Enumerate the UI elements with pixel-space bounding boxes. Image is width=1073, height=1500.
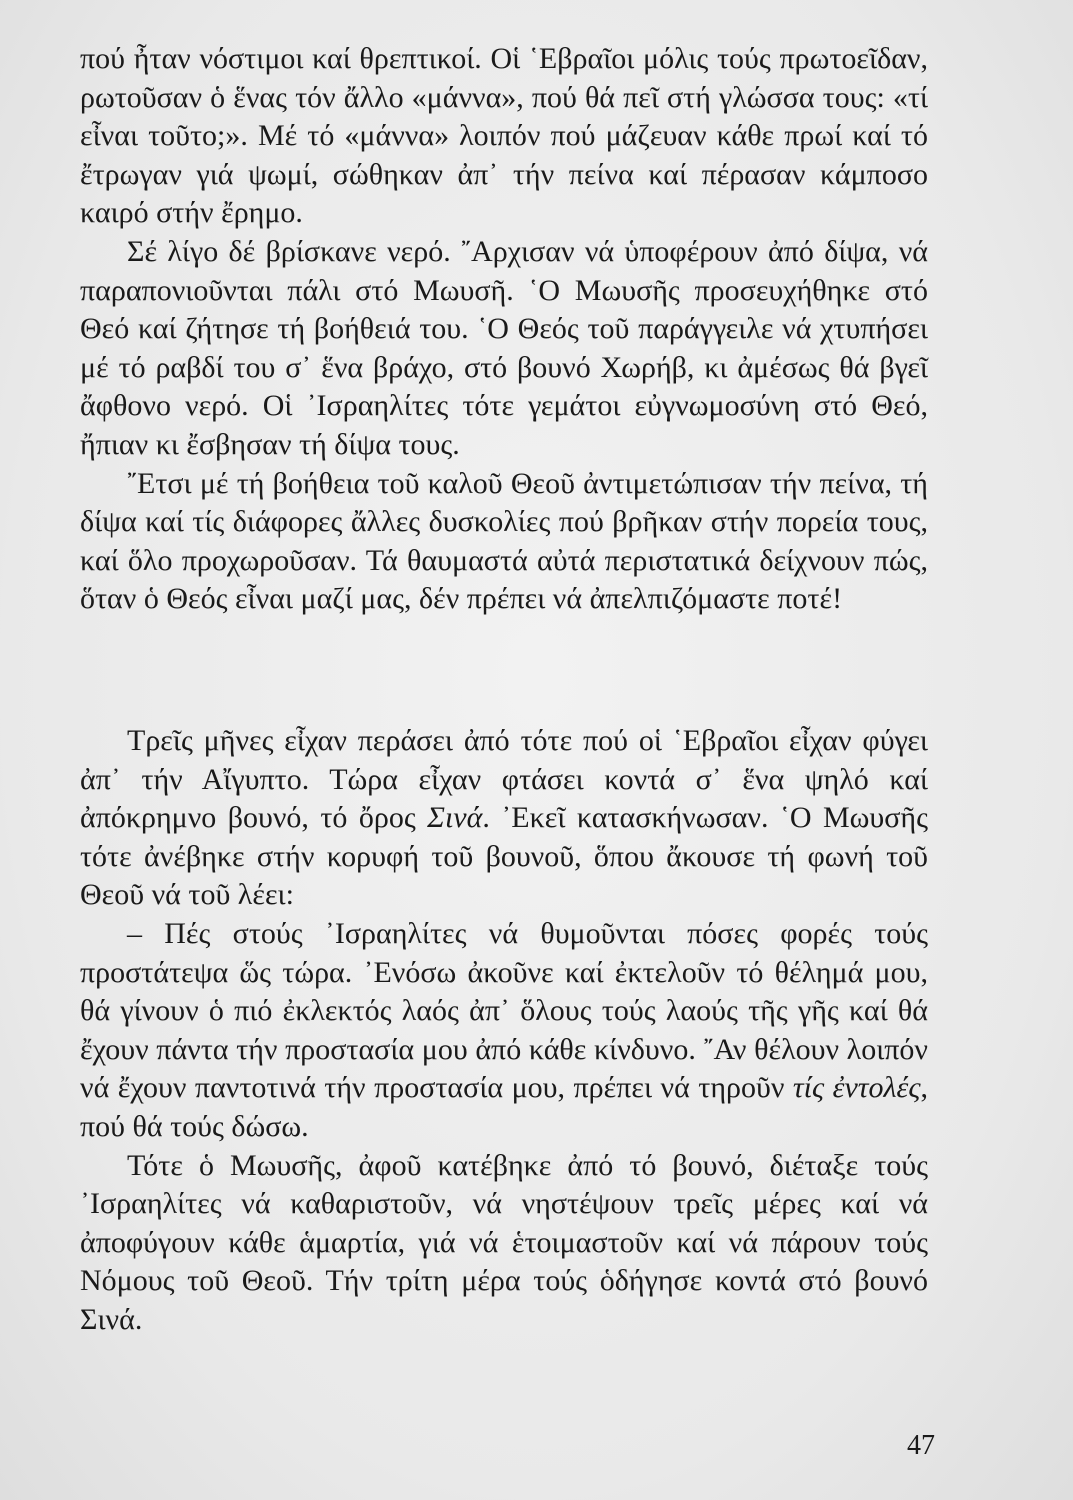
text-run: , πού θά τούς δώσω.	[80, 1071, 929, 1143]
italic-term-sinai: Σινά	[427, 801, 483, 835]
paragraph-three-months	[80, 722, 928, 915]
text-run: – Πές στούς ᾿Ισραηλίτες νά θυμοῦνται πόσες φορές τούς προστάτεψα ὥς τώρα. ᾿Ενόσω ἀκοῦνε καί ἐκτελοῦν τό θέλημά μου, θά γίνουν ὁ πιό ἐκλεκτός λαός ἀπ᾿ ὅλους τούς λαούς τῆς γῆς καί θά ἔχουν πάντα τήν προστασία μου ἀπό κάθε κίνδυνο. ῎Αν θέλουν λοιπόν νά ἔχουν παντοτινά τήν προστασία μου, πρέπει νά τηροῦν	[80, 916, 928, 1105]
text-section-sinai	[80, 722, 928, 1340]
text-run: Τρεῖς μῆνες εἶχαν περάσει ἀπό τότε πού οἱ ῾Εβραῖοι εἶχαν φύγει ἀπ᾿ τήν Αἴγυπτο. Τώρα εἶχαν φτάσει κοντά σ᾿ ἕνα ψηλό καί ἀπόκρημνο βουνό, τό ὄρος	[80, 724, 928, 835]
paragraph-preparation: Τότε ὁ Μωυσῆς, ἀφοῦ κατέβηκε ἀπό τό βουνό, διέταξε τούς ᾿Ισραηλίτες νά καθαριστοῦν, νά νηστέψουν τρεῖς μέρες καί νά ἀποφύγουν κάθε ἁμαρτία, γιά νά ἑτοιμαστοῦν καί νά πάρουν τούς Νόμους τοῦ Θεοῦ. Τήν τρίτη μέρα τούς ὁδήγησε κοντά στό βουνό Σινά.	[80, 1148, 928, 1336]
paragraph-hardships: ῎Ετσι μέ τή βοήθεια τοῦ καλοῦ Θεοῦ ἀντιμετώπισαν τήν πείνα, τή δίψα καί τίς διάφορες ἄλλες δυσκολίες πού βρῆκαν στήν πορεία τους, καί ὅλο προχωροῦσαν. Τά θαυμαστά αὐτά περιστατικά δείχνουν πώς, ὅταν ὁ Θεός εἶναι μαζί μας, δέν πρέπει νά ἀπελπιζόμαστε ποτέ!	[80, 466, 928, 616]
paragraph-gods-words	[80, 915, 928, 1147]
text-run: . ᾿Εκεῖ κατασκήνωσαν. ῾Ο Μωυσῆς τότε ἀνέβηκε στήν κορυφή τοῦ βουνοῦ, ὅπου ἄκουσε τή φωνή τοῦ Θεοῦ νά τοῦ λέει:	[80, 801, 928, 912]
paragraph-manna: πού ἦταν νόστιμοι καί θρεπτικοί. Οἱ ῾Εβραῖοι μόλις τούς πρωτοεῖδαν, ρωτοῦσαν ὁ ἕνας τόν ἄλλο «μάννα», πού θά πεῖ στή γλώσσα τους: «τί εἶναι τοῦτο;». Μέ τό «μάννα» λοιπόν πού μάζευαν κάθε πρωί καί τό ἔτρωγαν γιά ψωμί, σώθηκαν ἀπ᾿ τήν πείνα καί πέρασαν κάμποσο καιρό στήν ἔρημο.	[80, 42, 928, 230]
text-section-top	[80, 40, 928, 619]
paragraph-water: Σέ λίγο δέ βρίσκανε νερό. ῎Αρχισαν νά ὑποφέρουν ἀπό δίψα, νά παραπονιοῦνται πάλι στό Μωυσῆ. ῾Ο Μωυσῆς προσευχήθηκε στό Θεό καί ζήτησε τή βοήθειά του. ῾Ο Θεός τοῦ παράγγειλε νά χτυπήσει μέ τό ραβδί του σ᾿ ἕνα βράχο, στό βουνό Χωρήβ, κι ἀμέσως θά βγεῖ ἄφθονο νερό. Οἱ ᾿Ισραηλίτες τότε γεμάτοι εὐγνωμοσύνη στό Θεό, ἤπιαν κι ἔσβησαν τή δίψα τους.	[80, 234, 928, 461]
italic-term-commandments: τίς ἐντολές	[792, 1071, 921, 1105]
page-number: 47	[907, 1430, 935, 1461]
